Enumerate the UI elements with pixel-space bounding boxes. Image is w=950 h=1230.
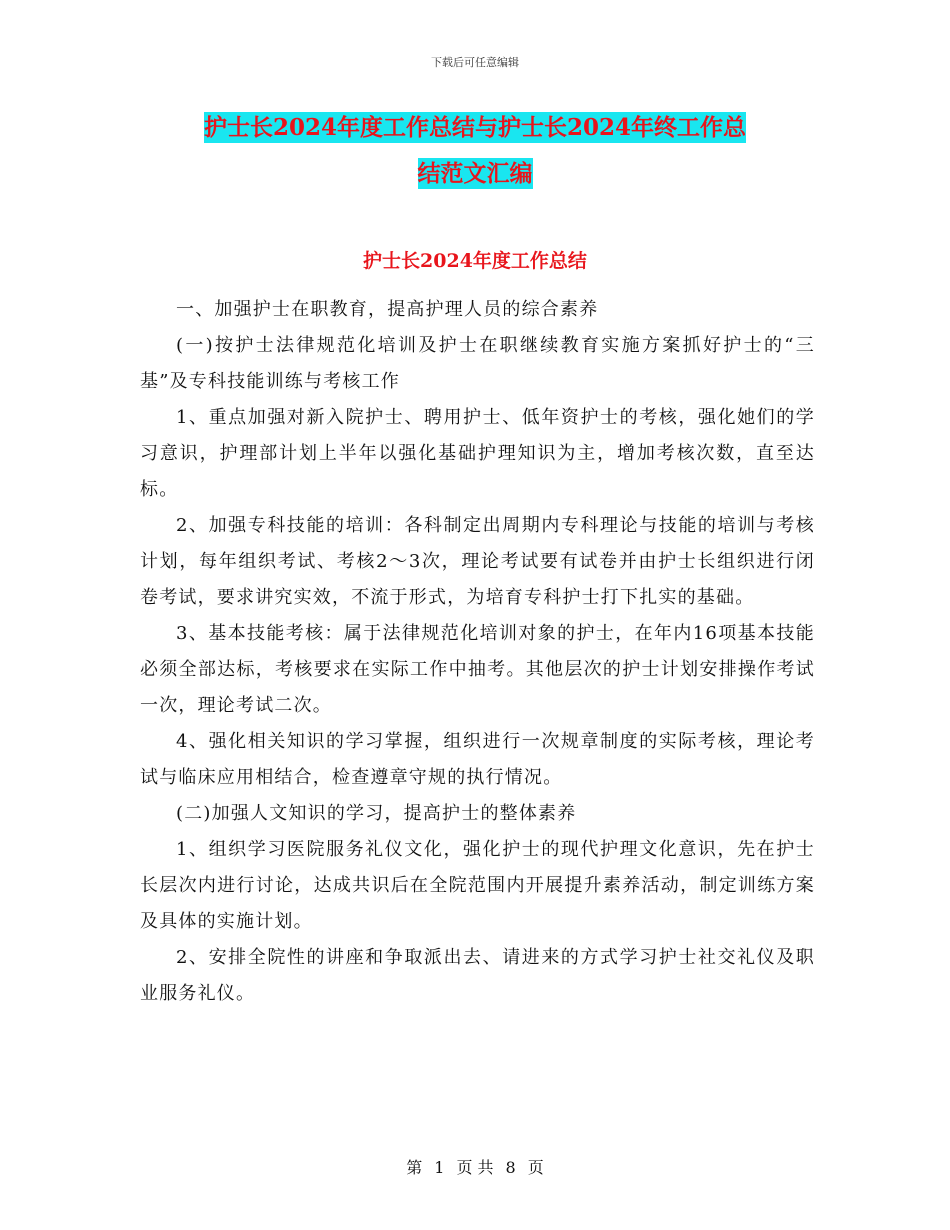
- page-footer: [0, 1155, 950, 1178]
- footer-page-number: 1: [434, 1158, 445, 1177]
- title-highlight-2: 结范文汇编: [417, 160, 533, 187]
- footer-prefix: 第: [406, 1158, 423, 1177]
- footer-middle: 页 共: [456, 1158, 494, 1177]
- paragraph: (二)加强人文知识的学习，提高护士的整体素养: [176, 803, 577, 824]
- title-highlight-1: 护士长2024年度工作总结与护士长2024年终工作总: [203, 114, 747, 141]
- header-note: 下载后可任意编辑: [431, 56, 519, 69]
- paragraph: 2、加强专科技能的培训：各科制定出周期内专科理论与技能的培训与考核计划，每年组织考试、考核2～3次，理论考试要有试卷并由护士长组织进行闭卷考试，要求讲究实效，不流于形式，为培育专科护士打下扎实的基础。: [140, 515, 815, 608]
- paragraph: 4、强化相关知识的学习掌握，组织进行一次规章制度的实际考核，理论考试与临床应用相结合，检查遵章守规的执行情况。: [140, 731, 815, 788]
- paragraph: 3、基本技能考核：属于法律规范化培训对象的护士，在年内16项基本技能必须全部达标，考核要求在实际工作中抽考。其他层次的护士计划安排操作考试一次，理论考试二次。: [140, 623, 815, 716]
- paragraph: 1、重点加强对新入院护士、聘用护士、低年资护士的考核，强化她们的学习意识，护理部计划上半年以强化基础护理知识为主，增加考核次数，直至达标。: [140, 407, 815, 500]
- document-body: [140, 292, 815, 1012]
- paragraph: 2、安排全院性的讲座和争取派出去、请进来的方式学习护士社交礼仪及职业服务礼仪。: [140, 947, 815, 1004]
- paragraph: 一、加强护士在职教育，提高护理人员的综合素养: [176, 299, 599, 320]
- document-title-line-1: [140, 108, 810, 148]
- section-title: 护士长2024年度工作总结: [363, 250, 587, 272]
- paragraph: (一)按护士法律规范化培训及护士在职继续教育实施方案抓好护士的“三基”及专科技能训练与考核工作: [140, 335, 815, 392]
- paragraph: 1、组织学习医院服务礼仪文化，强化护士的现代护理文化意识，先在护士长层次内进行讨论，达成共识后在全院范围内开展提升素养活动，制定训练方案及具体的实施计划。: [140, 839, 815, 932]
- document-title-line-2: [140, 154, 810, 194]
- footer-total-pages: 8: [505, 1158, 516, 1177]
- footer-suffix: 页: [527, 1158, 544, 1177]
